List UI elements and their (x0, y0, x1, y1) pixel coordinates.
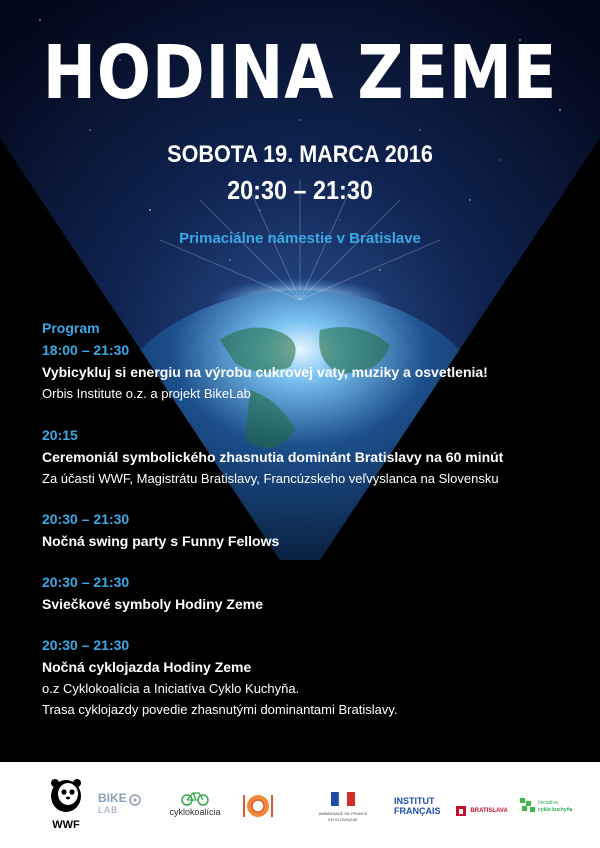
plate-fork-knife-icon (240, 788, 276, 824)
cyklokoalicia-logo (164, 790, 226, 824)
event-place: Primaciálne námestie v Bratislave (179, 230, 421, 247)
panda-icon (46, 774, 86, 814)
embassy-text-line1: AMBASSADE DE FRANCE (318, 811, 368, 816)
bike-icon (128, 794, 142, 806)
program-item (42, 424, 582, 489)
program-heading: Program (42, 320, 100, 336)
initiative-logo (520, 796, 576, 820)
program-item-name: Sviečkové symboly Hodiny Zeme (42, 596, 263, 612)
program-item-time: 18:00 – 21:30 (42, 342, 130, 358)
cyklo-kuchyna-plate-logo (240, 788, 276, 824)
program-item (42, 508, 582, 552)
institut-francais-logo (394, 796, 442, 820)
program-item-name: Ceremoniál symbolického zhasnutia dominánt Bratislavy na 60 minút (42, 449, 504, 465)
institut-text-line1: INSTITUT (394, 796, 435, 806)
french-embassy-logo (318, 792, 368, 822)
initiative-text-line1: Iniciatíva (538, 800, 558, 806)
program-item-name: Nočná swing party s Funny Fellows (42, 533, 280, 549)
program-item-time: 20:30 – 21:30 (42, 511, 130, 527)
bikelab-bottom-text: LAB (98, 805, 119, 815)
bratislava-logo (456, 802, 508, 816)
bicycle-icon (181, 790, 209, 806)
institut-text-line2: FRANÇAIS (394, 806, 441, 816)
program-item-details: Orbis Institute o.z. a projekt BikeLab (42, 386, 251, 401)
program-item (42, 571, 582, 615)
wwf-logo (46, 774, 86, 834)
green-squares-icon (520, 798, 536, 814)
bikelab-logo (98, 792, 144, 822)
program-item-details: Za účasti WWF, Magistrátu Bratislavy, Francúzskeho veľvyslanca na Slovensku (42, 471, 499, 486)
bratislava-crest-icon (456, 806, 466, 816)
program-item-time: 20:15 (42, 427, 78, 443)
program-item-details: Trasa cyklojazdy povedie zhasnutými dominantami Bratislavy. (42, 702, 398, 717)
initiative-text-line2: cyklo kuchyňa (538, 807, 573, 813)
program-item-time: 20:30 – 21:30 (42, 637, 130, 653)
program-item-details: o.z Cyklokoalícia a Iniciatíva Cyklo Kuchyňa. (42, 681, 300, 696)
event-time: 20:30 – 21:30 (227, 175, 373, 205)
event-title: HODINA ZEME (42, 30, 558, 116)
french-flag-icon (331, 792, 355, 806)
program-item-time: 20:30 – 21:30 (42, 574, 130, 590)
program-item-name: Nočná cyklojazda Hodiny Zeme (42, 659, 252, 675)
program-item (42, 634, 582, 720)
program-item (42, 339, 582, 404)
program-item-name: Vybicykluj si energiu na výrobu cukrovej vaty, muziky a osvetlenia! (42, 364, 488, 380)
embassy-text-line2: EN SLOVAQUIE (328, 817, 358, 822)
cyklokoalicia-text: cyklokoalícia (169, 807, 221, 817)
event-date: SOBOTA 19. MARCA 2016 (167, 141, 433, 168)
bratislava-text: BRATISLAVA (470, 807, 508, 814)
sponsor-footer (0, 762, 600, 848)
program-section (42, 317, 582, 720)
wwf-text: WWF (52, 819, 80, 831)
bikelab-top-text: BIKE (98, 791, 127, 805)
